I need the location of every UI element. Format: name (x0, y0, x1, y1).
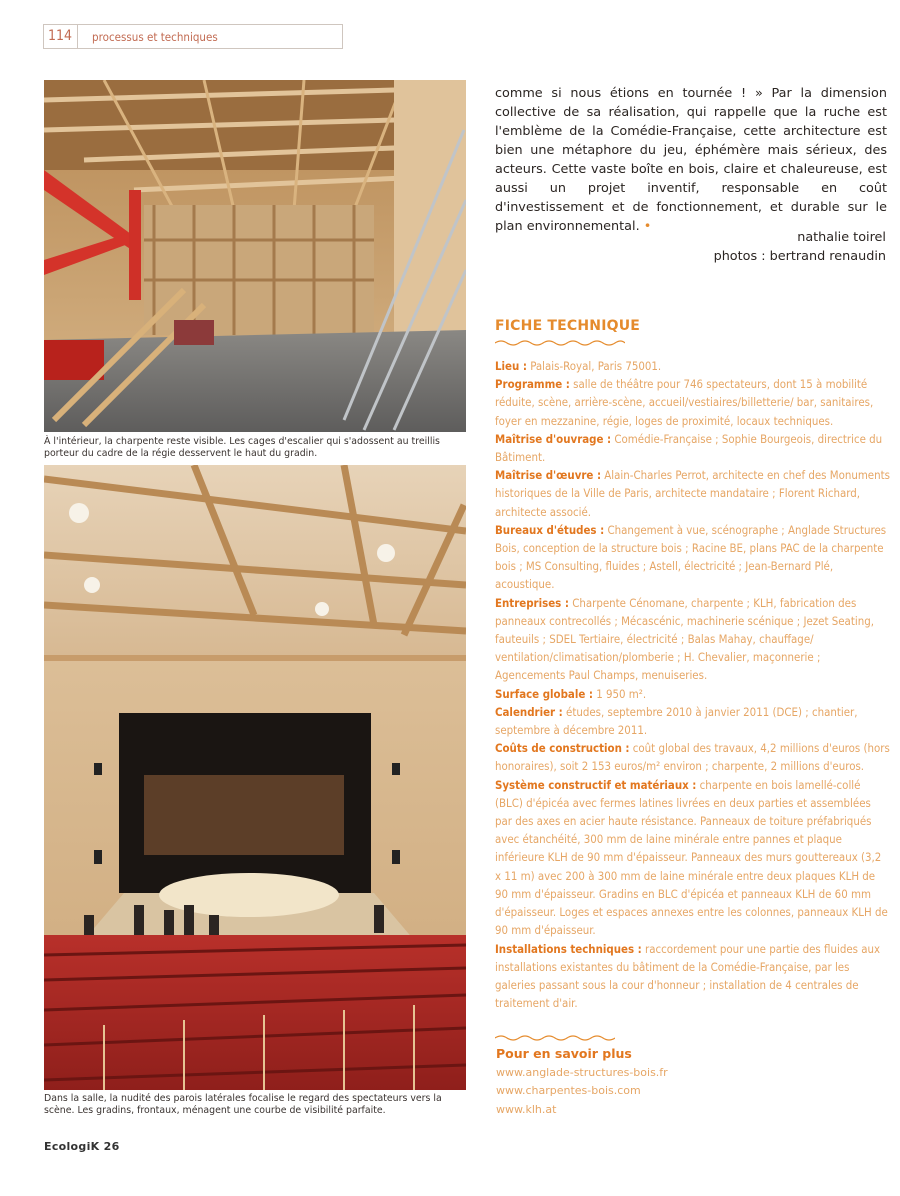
fiche-value: études, septembre 2010 à janvier 2011 (DCE) ; chantier, septembre à décembre 2011. (495, 704, 858, 738)
article-text: comme si nous étions en tournée ! » Par la dimension collective de sa réalisation, qui rappelle que la ruche est l'emblème de la Comédie-Française, cette architecture est bien une métaphore du jeu, éphémère mais sérieux, des acteurs. Cette vaste boîte en bois, claire et chaleureuse, est aussi un projet inventif, responsable en coût d'investissement et de fonctionnement, et durable sur le plan environnemental. (495, 86, 887, 234)
fiche-value: charpente en bois lamellé-collé (BLC) d'épicéa avec fermes latines livrées en deux parties et assemblées par des axes en acier haute résistance. Panneaux de toiture préfabriqués avec étanchéité, 300 mm de laine minérale entre pannes et plaque inférieure KLH de 90 mm d'épaisseur. Panneaux des murs gouttereaux (3,2 x 11 m) avec 200 à 300 mm de laine minérale entre deux plaques KLH de 90 mm d'épaisseur. Gradins en BLC d'épicéa et panneaux KLH de 60 mm d'épaisseur. Loges et espaces annexes entre les colonnes, panneaux KLH de 90 mm d'épaisseur. (495, 777, 888, 938)
fiche-label: Maîtrise d'ouvrage : (495, 431, 612, 446)
photo-caption-2: Dans la salle, la nudité des parois latérales focalise le regard des spectateurs vers la scène. Les gradins, frontaux, ménagent une courbe de visibilité parfaite. (44, 1093, 442, 1116)
fiche-technique-list (495, 357, 890, 1012)
fiche-value: Charpente Cénomane, charpente ; KLH, fabrication des panneaux contrecollés ; Mécascénic, machinerie scénique ; Jezet Seating, fauteuils ; SDEL Tertiaire, électricité ; Balas Mahay, chauffage/ ventilation/climatisation/plomberie ; H. Chevalier, maçonnerie ; Agencements Paul Champs, menuiseries. (495, 595, 874, 683)
page-header (43, 24, 343, 49)
fiche-value: salle de théâtre pour 746 spectateurs, dont 15 à mobilité réduite, scène, arrière-scène, accueil/vestiaires/billetterie/ bar, sanitaires, foyer en mezzanine, régie, loges de proximité, locaux techniques. (495, 377, 874, 428)
fiche-item-surface (495, 685, 890, 703)
author-name: nathalie toirel (797, 230, 886, 245)
page-number: 114 (44, 25, 78, 48)
fiche-label: Programme : (495, 377, 570, 392)
auditorium-photo (44, 465, 466, 1090)
link-klh[interactable]: www.klh.at (496, 1102, 557, 1116)
fiche-item-installations (495, 940, 890, 1013)
fiche-item-maitrise-oeuvre (495, 466, 890, 521)
fiche-value: Comédie-Française ; Sophie Bourgeois, directrice du Bâtiment. (495, 431, 883, 465)
fiche-label: Entreprises : (495, 595, 569, 610)
fiche-item-calendrier (495, 703, 890, 739)
fiche-label: Lieu : (495, 359, 527, 373)
fiche-label: Coûts de construction : (495, 741, 630, 756)
section-title: processus et techniques (92, 29, 218, 44)
photo-caption-1: À l'intérieur, la charpente reste visible. Les cages d'escalier qui s'adossent au treillis porteur du cadre de la régie desservent le haut du gradin. (44, 436, 440, 459)
fiche-value: 1 950 m². (592, 686, 647, 701)
more-info-links (496, 1064, 668, 1119)
fiche-value: raccordement pour une partie des fluides aux installations existantes du bâtiment de la Comédie-Française, par les galeries passant sous la cour d'honneur ; installation de 4 centrales de traitement d'air. (495, 941, 881, 1011)
fiche-item-entreprises (495, 594, 890, 685)
fiche-label: Installations techniques : (495, 941, 642, 956)
photos-credit: photos : bertrand renaudin (713, 249, 886, 264)
fiche-item-maitrise-ouvrage (495, 430, 890, 466)
fiche-label: Calendrier : (495, 704, 563, 719)
fiche-item-programme (495, 375, 890, 430)
fiche-technique-title: FICHE TECHNIQUE (495, 318, 641, 334)
more-info-title: Pour en savoir plus (496, 1046, 632, 1061)
link-charpentes[interactable]: www.charpentes-bois.com (496, 1084, 641, 1098)
fiche-item-couts (495, 739, 890, 775)
fiche-label: Bureaux d'études : (495, 522, 605, 537)
fiche-value: Palais-Royal, Paris 75001. (526, 359, 662, 373)
fiche-item-bureaux-etudes (495, 521, 890, 594)
construction-interior-photo (44, 80, 466, 432)
fiche-value: coût global des travaux, 4,2 millions d'euros (hors honoraires), soit 2 153 euros/m² environ ; charpente, 2 millions d'euros. (495, 741, 890, 774)
article-paragraph (495, 84, 887, 236)
fiche-label: Maîtrise d'œuvre : (495, 468, 602, 483)
fiche-label: Surface globale : (495, 686, 593, 701)
fiche-value: Changement à vue, scénographe ; Anglade Structures Bois, conception de la structure bois ; Racine BE, plans PAC de la charpente bois ; MS Consulting, fluides ; Astell, électricité ; Jean-Bernard Plé, acoustique. (495, 522, 887, 592)
wave-divider-icon (495, 339, 625, 347)
end-mark: • (643, 219, 652, 234)
magazine-footer: EcologiK 26 (44, 1140, 120, 1153)
fiche-label: Système constructif et matériaux : (495, 777, 697, 792)
link-anglade[interactable]: www.anglade-structures-bois.fr (496, 1066, 668, 1079)
fiche-item-lieu (495, 357, 890, 375)
wave-divider-icon (495, 1034, 615, 1042)
fiche-item-systeme (495, 776, 890, 940)
fiche-value: Alain-Charles Perrot, architecte en chef des Monuments historiques de la Ville de Paris, architecte mandataire ; Florent Richard, architecte associé. (495, 468, 890, 519)
